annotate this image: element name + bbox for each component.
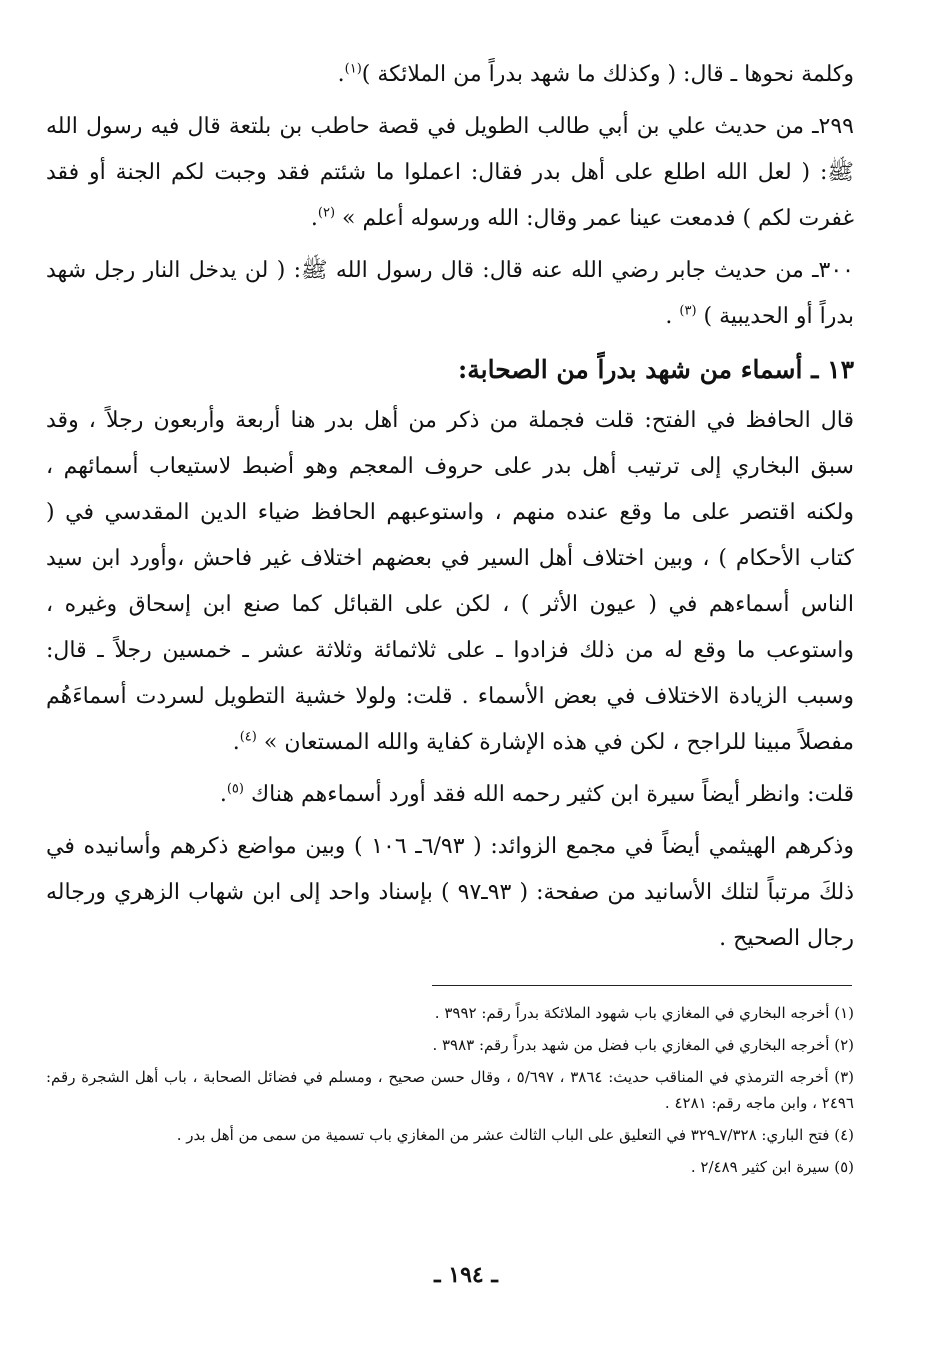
paragraph-3-text: ٣٠٠ـ من حديث جابر رضي الله عنه قال: قال رسول الله ﷺ: ( لن يدخل النار رجل شهد بدراً أو الحديبية ) xyxy=(46,258,854,329)
footnote-2: (٢) أخرجه البخاري في المغازي باب فضل من شهد بدراً رقم: ٣٩٨٣ . xyxy=(432,1036,854,1054)
paragraph-hadith-300 xyxy=(46,248,854,340)
footnote-ref-2: (٢) xyxy=(317,205,336,221)
paragraph-haythami xyxy=(46,824,854,962)
paragraph-2-text: ٢٩٩ـ من حديث علي بن أبي طالب الطويل في قصة حاطب بن بلتعة قال فيه رسول الله ﷺ: ( لعل الله اطلع على أهل بدر فقال: اعملوا ما شئتم فقد وجبت لكم الجنة أو فقد غفرت لكم ) فدمعت عينا عمر وقال: الله ورسوله أعلم » xyxy=(46,114,854,231)
footnote-ref-5: (٥) xyxy=(226,781,244,797)
main-text xyxy=(46,52,854,968)
footnote-5: (٥) سيرة ابن كثير ٢/٤٨٩ . xyxy=(690,1158,854,1176)
section-heading: ١٣ ـ أسماء من شهد بدراً من الصحابة: xyxy=(458,355,854,384)
paragraph-1-end: . xyxy=(337,62,345,87)
paragraph-hadith-299 xyxy=(46,104,854,242)
paragraph-6-text: وذكرهم الهيثمي أيضاً في مجمع الزوائد: ( ٦/٩٣ـ ١٠٦ ) وبين مواضع ذكرهم وأسانيده في ذلكَ مرتباً لتلك الأسانيد من صفحة: ( ٩٣ـ٩٧ ) بإسناد واحد إلى ابن شهاب الزهري ورجاله رجال الصحيح . xyxy=(46,834,855,951)
paragraph-4-text: قال الحافظ في الفتح: قلت فجملة من ذكر من أهل بدر هنا أربعة وأربعون رجلاً ، وقد سبق البخاري إلى ترتيب أهل بدر على حروف المعجم وهو أضبط لاستيعاب أسمائهم ، ولكنه اقتصر على ما وقع عنده منهم ، واستوعبهم الحافظ ضياء الدين المقدسي في ( كتاب الأحكام ) ، وبين اختلاف أهل السير في بعضهم اختلاف غير فاحش ،وأورد ابن سيد الناس أسماءهم في ( عيون الأثر ) ، لكن على القبائل كما صنع ابن إسحاق وغيره ، واستوعب ما وقع له من ذلك فزادوا ـ على ثلاثمائة وثلاثة عشر ـ خمسين رجلاً ـ قال: وسبب الزيادة الاختلاف في بعض الأسماء . قلت: ولولا خشية التطويل لسردت أسماءَهُم مفصلاً مبينا للراجح ، لكن في هذه الإشارة كفاية والله المستعان » xyxy=(46,408,854,755)
paragraph-1 xyxy=(46,52,854,98)
paragraph-5-end: . xyxy=(219,782,227,807)
footnote-divider xyxy=(432,985,852,986)
paragraph-4-end: . xyxy=(232,730,240,755)
page-number: ـ ١٩٤ ـ xyxy=(434,1262,498,1288)
paragraph-3-end: . xyxy=(665,304,673,329)
footnote-4: (٤) فتح الباري: ٧/٣٢٨ـ٣٢٩ في التعليق على الباب الثالث عشر من المغازي باب تسمية من سمى من أهل بدر . xyxy=(176,1126,854,1144)
footnotes xyxy=(46,1000,854,1186)
paragraph-fath-quote xyxy=(46,398,854,766)
footnote-ref-4: (٤) xyxy=(239,729,257,745)
paragraph-1-text: وكلمة نحوها ـ قال: ( وكذلك ما شهد بدراً من الملائكة ) xyxy=(361,62,854,87)
footnote-1: (١) أخرجه البخاري في المغازي باب شهود الملائكة بدراً رقم: ٣٩٩٢ . xyxy=(434,1004,854,1022)
paragraph-5-text: قلت: وانظر أيضاً سيرة ابن كثير رحمه الله فقد أورد أسماءهم هناك xyxy=(250,782,854,807)
paragraph-2-end: . xyxy=(310,206,318,231)
footnote-ref-3: (٣) xyxy=(679,303,697,319)
footnote-3: (٣) أخرجه الترمذي في المناقب حديث: ٣٨٦٤ ، ٥/٦٩٧ ، وقال حسن صحيح ، ومسلم في فضائل الصحابة ، باب أهل الشجرة رقم: ٢٤٩٦ ، وابن ماجه رقم: ٤٢٨١ . xyxy=(46,1068,854,1112)
paragraph-ibn-kathir xyxy=(46,772,854,818)
footnote-ref-1: (١) xyxy=(344,61,362,77)
